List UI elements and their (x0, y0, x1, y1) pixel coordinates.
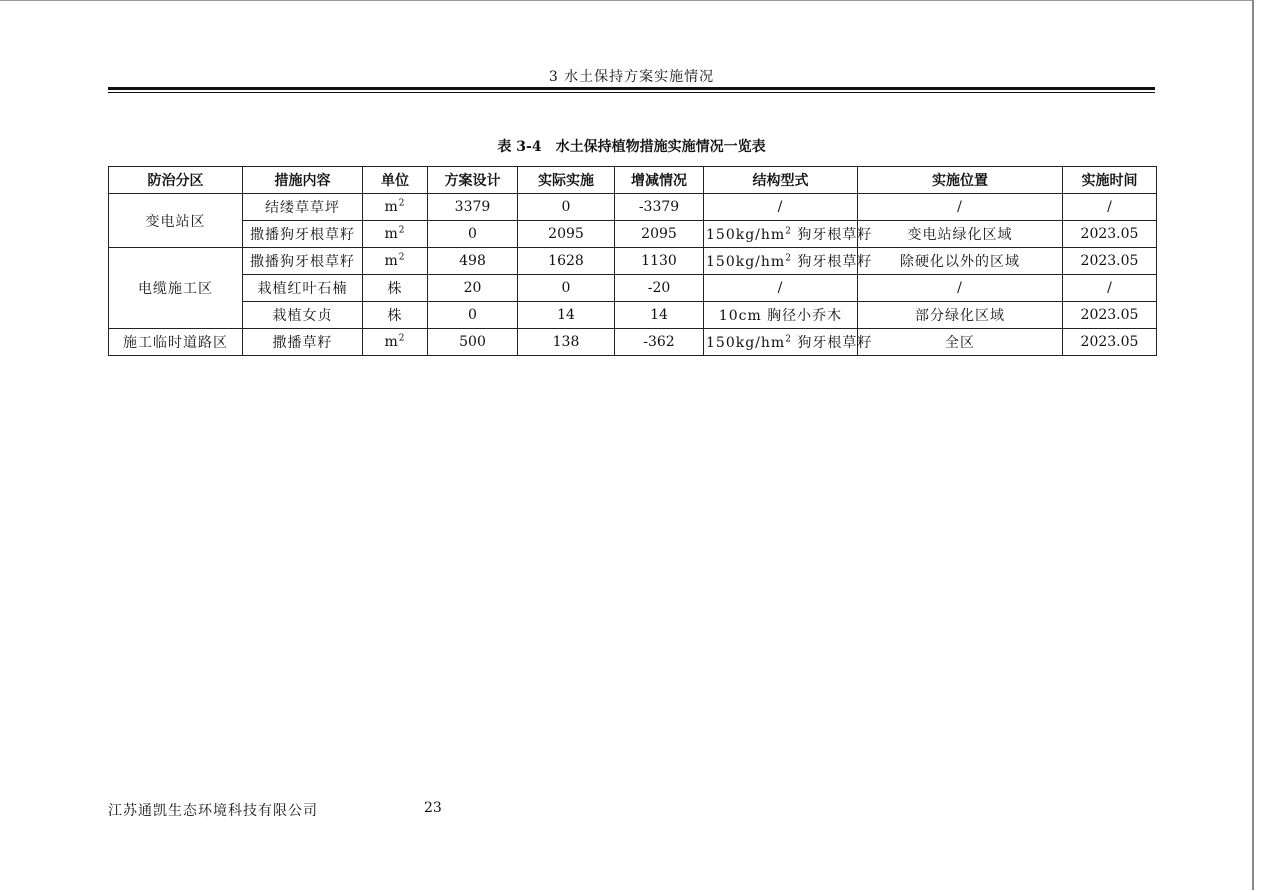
design-cell: 0 (428, 302, 518, 329)
unit-cell: $m^2$ (363, 221, 428, 248)
unit-cell: $m^2$ (363, 329, 428, 356)
table-caption: 表 3-4 水土保持植物措施实施情况一览表 (497, 139, 766, 155)
column-header-unit: 单位 (363, 167, 428, 194)
table-row (109, 248, 1157, 275)
column-header-actual: 实际实施 (518, 167, 615, 194)
column-header-zone: 防治分区 (109, 167, 243, 194)
actual-cell: 1628 (518, 248, 615, 275)
table-row (109, 194, 1157, 221)
change-cell: -20 (615, 275, 704, 302)
running-header: 3 水土保持方案实施情况 (548, 69, 715, 85)
change-cell: -3379 (615, 194, 704, 221)
structure-cell: $150kg/hm^2$ 狗牙根草籽 (704, 248, 858, 275)
structure-cell: $150kg/hm^2$ 狗牙根草籽 (704, 329, 858, 356)
location-cell: 除硬化以外的区域 (858, 248, 1063, 275)
table-row (109, 329, 1157, 356)
design-cell: 500 (428, 329, 518, 356)
column-header-design: 方案设计 (428, 167, 518, 194)
time-cell: 2023.05 (1063, 221, 1157, 248)
zone-cell: 变电站区 (109, 194, 243, 248)
design-cell: 20 (428, 275, 518, 302)
column-header-change: 增减情况 (615, 167, 704, 194)
measure-cell: 栽植女贞 (243, 302, 363, 329)
measure-cell: 栽植红叶石楠 (243, 275, 363, 302)
design-cell: 0 (428, 221, 518, 248)
time-cell: 2023.05 (1063, 248, 1157, 275)
unit-cell: 株 (363, 302, 428, 329)
location-cell: / (858, 194, 1063, 221)
actual-cell: 0 (518, 275, 615, 302)
column-header-location: 实施位置 (858, 167, 1063, 194)
column-header-measure: 措施内容 (243, 167, 363, 194)
column-header-time: 实施时间 (1063, 167, 1157, 194)
design-cell: 3379 (428, 194, 518, 221)
location-cell: / (858, 275, 1063, 302)
measure-cell: 撒播狗牙根草籽 (243, 221, 363, 248)
measure-cell: 撒播草籽 (243, 329, 363, 356)
change-cell: -362 (615, 329, 704, 356)
vegetation-measures-table (108, 166, 1157, 356)
actual-cell: 138 (518, 329, 615, 356)
time-cell: 2023.05 (1063, 302, 1157, 329)
table-header-row (109, 167, 1157, 194)
zone-cell: 电缆施工区 (109, 248, 243, 329)
actual-cell: 0 (518, 194, 615, 221)
time-cell: / (1063, 194, 1157, 221)
change-cell: 2095 (615, 221, 704, 248)
measure-cell: 结缕草草坪 (243, 194, 363, 221)
unit-cell: $m^2$ (363, 194, 428, 221)
header-rule-thin (108, 92, 1155, 93)
table-row (109, 275, 1157, 302)
page-number: 23 (424, 800, 442, 816)
zone-cell: 施工临时道路区 (109, 329, 243, 356)
change-cell: 14 (615, 302, 704, 329)
table-row (109, 221, 1157, 248)
structure-cell: / (704, 275, 858, 302)
time-cell: 2023.05 (1063, 329, 1157, 356)
unit-cell: 株 (363, 275, 428, 302)
time-cell: / (1063, 275, 1157, 302)
footer-company-name: 江苏通凯生态环境科技有限公司 (108, 803, 318, 819)
structure-cell: $150kg/hm^2$ 狗牙根草籽 (704, 221, 858, 248)
measure-cell: 撒播狗牙根草籽 (243, 248, 363, 275)
actual-cell: 2095 (518, 221, 615, 248)
design-cell: 498 (428, 248, 518, 275)
location-cell: 全区 (858, 329, 1063, 356)
location-cell: 变电站绿化区域 (858, 221, 1063, 248)
table-row (109, 302, 1157, 329)
change-cell: 1130 (615, 248, 704, 275)
column-header-structure: 结构型式 (704, 167, 858, 194)
location-cell: 部分绿化区域 (858, 302, 1063, 329)
actual-cell: 14 (518, 302, 615, 329)
structure-cell: 10cm 胸径小乔木 (704, 302, 858, 329)
header-rule-thick (108, 87, 1155, 90)
unit-cell: $m^2$ (363, 248, 428, 275)
structure-cell: / (704, 194, 858, 221)
